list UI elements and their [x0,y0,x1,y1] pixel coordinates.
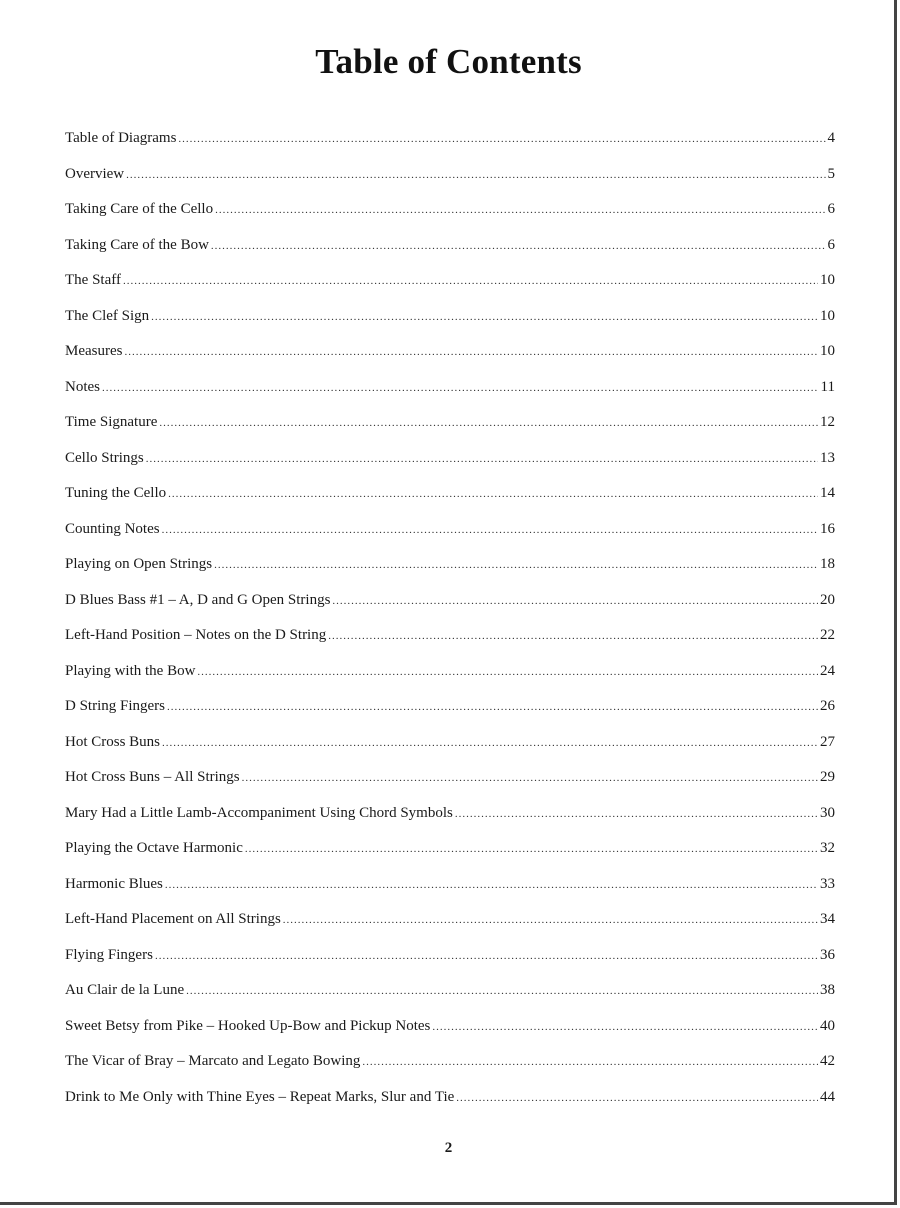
page-number: 2 [444,1140,453,1156]
toc-entry-title: The Vicar of Bray – Marcato and Legato Bowing [65,1053,361,1069]
toc-entry-page: 27 [820,733,835,750]
dot-leader [432,1010,818,1046]
dot-leader [214,548,818,584]
toc-entry-title: The Clef Sign [65,307,150,324]
toc-entry[interactable] [65,1044,835,1080]
dot-leader [102,371,819,407]
toc-entry-title: Hot Cross Buns – All Strings [65,769,240,785]
toc-entry[interactable] [65,1009,835,1045]
toc-entry-page: 10 [820,272,835,288]
toc-entry[interactable] [65,938,835,974]
toc-entry[interactable] [65,654,835,690]
toc-entry[interactable] [65,547,835,583]
toc-entry-page: 40 [820,1017,835,1034]
toc-entry[interactable] [65,796,835,832]
toc-entry-title: Harmonic Blues [65,875,163,892]
dot-leader [283,903,818,939]
toc-entry-page: 13 [820,449,835,466]
dot-leader [332,584,818,620]
dot-leader [168,477,818,513]
toc-entry-page: 24 [820,662,835,679]
toc-entry-title: Tuning the Cello [65,485,167,501]
toc-entry[interactable] [65,441,835,477]
toc-entry-page: 26 [820,698,835,714]
toc-entry-title: Left-Hand Position – Notes on the D String [65,627,327,643]
toc-entry-page: 6 [827,236,835,253]
dot-leader [197,655,818,691]
dot-leader [126,158,825,194]
toc-entry-title: Mary Had a Little Lamb-Accompaniment Using Chord Symbols [65,804,453,821]
toc-entry-page: 36 [820,946,835,963]
dot-leader [245,832,818,868]
dot-leader [162,726,818,762]
toc-entry[interactable] [65,512,835,548]
dot-leader [155,939,818,975]
dot-leader [242,761,818,797]
toc-entry[interactable] [65,902,835,938]
dot-leader [211,229,826,265]
toc-entry[interactable] [65,299,835,335]
toc-list [65,121,835,1115]
dot-leader [167,690,818,726]
toc-entry[interactable] [65,831,835,867]
page-title: Table of Contents [315,42,582,81]
toc-entry-title: Playing the Octave Harmonic [65,840,243,856]
dot-leader [159,406,818,442]
toc-entry-title: Sweet Betsy from Pike – Hooked Up-Bow and Pickup Notes [65,1017,431,1034]
dot-leader [215,193,825,229]
toc-entry[interactable] [65,370,835,406]
toc-entry-page: 4 [827,130,835,146]
toc-entry[interactable] [65,583,835,619]
toc-entry-title: Overview [65,165,125,182]
toc-entry[interactable] [65,973,835,1009]
toc-entry[interactable] [65,760,835,796]
toc-entry-page: 33 [820,875,835,892]
toc-entry-page: 16 [820,520,835,537]
dot-leader [124,335,818,371]
toc-entry-title: Counting Notes [65,520,160,537]
toc-entry-title: Notes [65,378,100,395]
toc-entry-title: Table of Diagrams [65,130,177,146]
toc-entry-title: Cello Strings [65,449,144,466]
dot-leader [123,264,818,300]
toc-entry-title: Flying Fingers [65,946,153,963]
dot-leader [186,974,818,1010]
toc-entry-title: Au Clair de la Lune [65,982,185,998]
toc-entry[interactable] [65,1080,835,1116]
toc-entry-title: Taking Care of the Bow [65,236,209,253]
toc-entry[interactable] [65,192,835,228]
toc-entry[interactable] [65,725,835,761]
toc-entry[interactable] [65,618,835,654]
toc-entry-page: 10 [820,307,835,324]
dot-leader [165,868,818,904]
toc-entry[interactable] [65,867,835,903]
toc-entry[interactable] [65,121,835,157]
toc-entry-page: 5 [827,165,835,182]
toc-entry-title: D Blues Bass #1 – A, D and G Open Strings [65,591,331,608]
toc-entry[interactable] [65,228,835,264]
toc-entry-page: 22 [820,627,835,643]
toc-entry-title: Left-Hand Placement on All Strings [65,911,281,927]
toc-entry-title: Taking Care of the Cello [65,201,214,217]
toc-entry[interactable] [65,689,835,725]
toc-entry-title: Hot Cross Buns [65,733,161,750]
toc-entry-page: 12 [820,414,835,430]
toc-entry[interactable] [65,476,835,512]
dot-leader [146,442,818,478]
toc-entry-title: D String Fingers [65,698,166,714]
toc-entry[interactable] [65,405,835,441]
dot-leader [362,1045,818,1081]
toc-entry-title: Measures [65,343,123,359]
toc-entry-page: 34 [820,911,835,927]
toc-entry-page: 20 [820,591,835,608]
dot-leader [151,300,818,336]
toc-entry[interactable] [65,334,835,370]
dot-leader [328,619,818,655]
toc-entry-title: The Staff [65,272,121,288]
toc-entry-title: Playing with the Bow [65,662,196,679]
toc-entry-title: Playing on Open Strings [65,556,213,572]
toc-entry-page: 6 [827,201,835,217]
dot-leader [455,797,818,833]
toc-entry-page: 38 [820,982,835,998]
toc-entry-page: 32 [820,840,835,856]
dot-leader [178,122,825,158]
toc-entry-title: Drink to Me Only with Thine Eyes – Repeat Marks, Slur and Tie [65,1088,455,1105]
toc-entry[interactable] [65,263,835,299]
toc-entry-page: 44 [820,1088,835,1105]
toc-entry-page: 29 [820,769,835,785]
toc-entry-page: 14 [820,485,835,501]
toc-entry-page: 42 [820,1053,835,1069]
toc-entry-page: 10 [820,343,835,359]
dot-leader [456,1081,818,1117]
dot-leader [162,513,818,549]
toc-entry-title: Time Signature [65,414,158,430]
toc-entry-page: 11 [820,378,835,395]
toc-entry[interactable] [65,157,835,193]
toc-entry-page: 18 [820,556,835,572]
toc-entry-page: 30 [820,804,835,821]
